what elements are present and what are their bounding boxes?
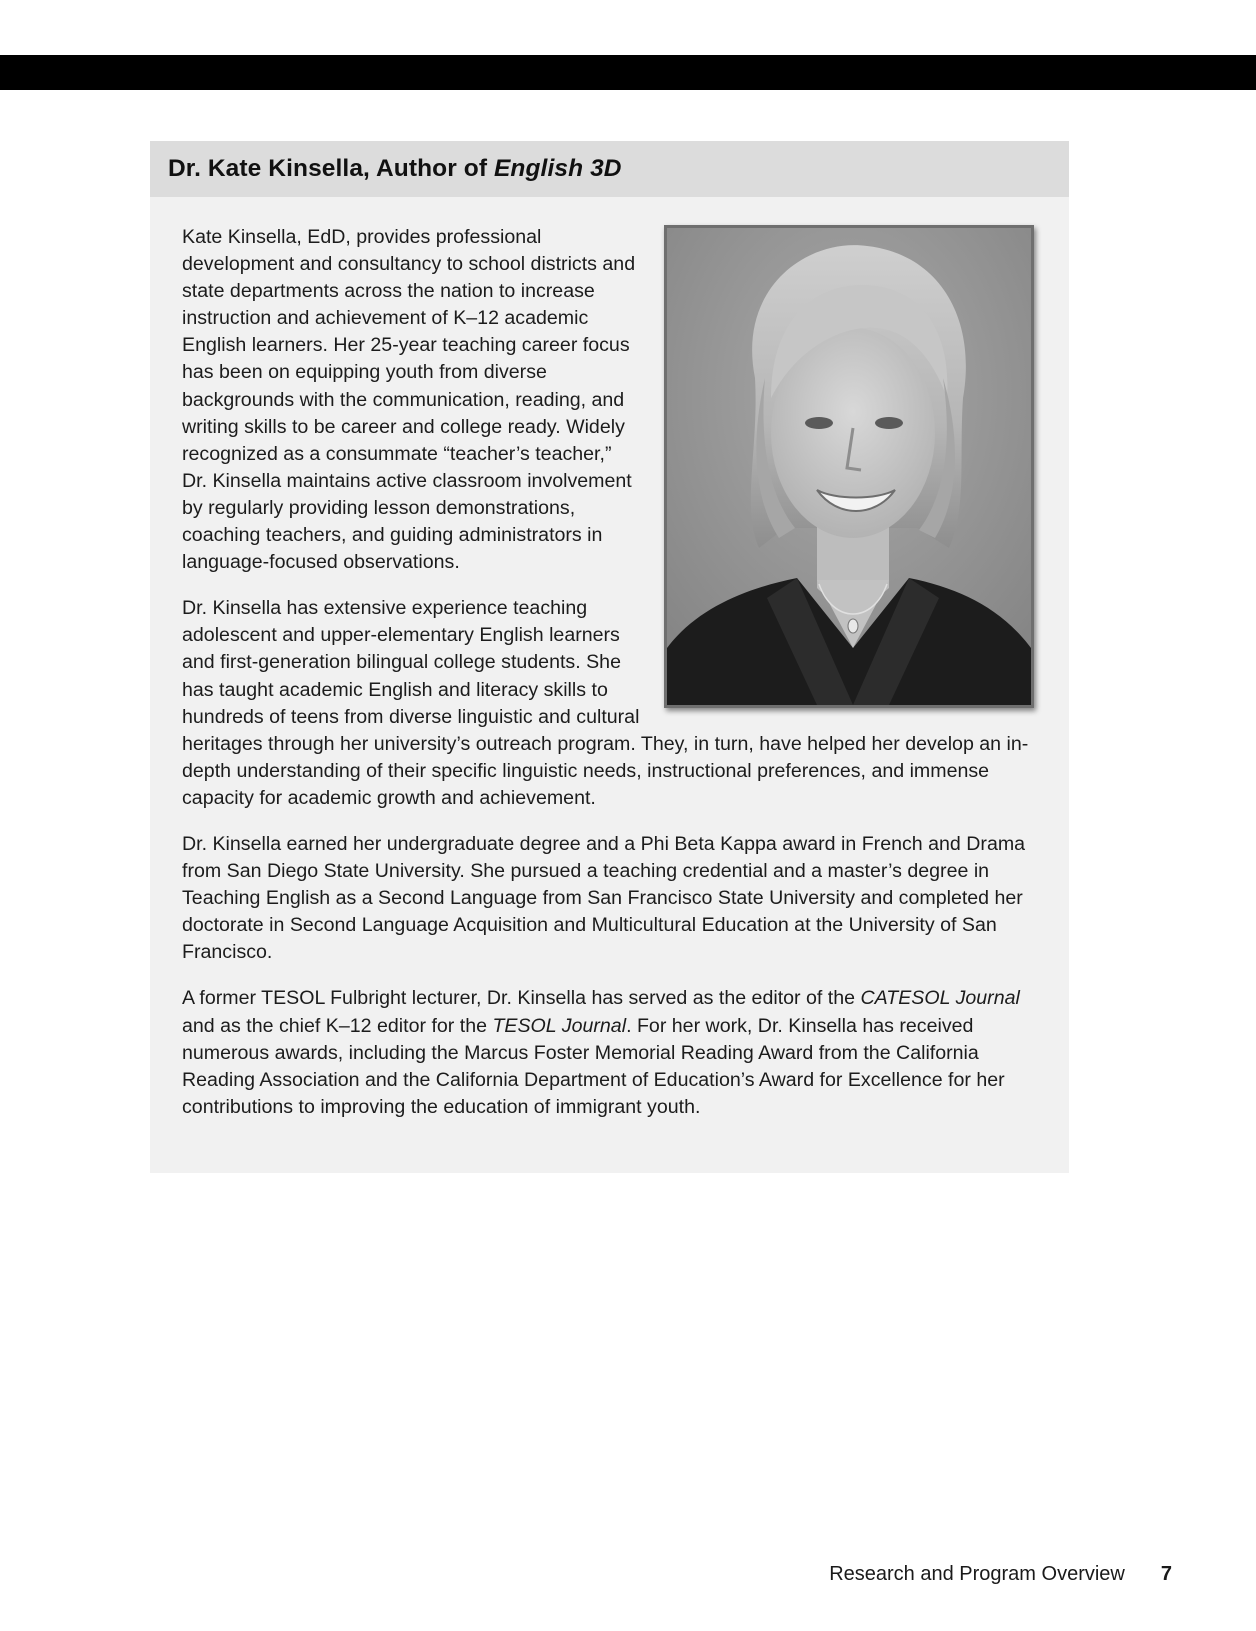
bio-paragraph-4-part3: . For her work, Dr. Kinsella has received numerous awards, including the Marcus Foster Memorial Reading Award from the California Reading Association and the California Department of Education’s Award for Excellence for her contributions to improving the education of immigrant youth. xyxy=(182,1014,1005,1118)
catesol-journal-title: CATESOL Journal xyxy=(860,987,1020,1010)
bio-paragraph-1: Kate Kinsella, EdD, provides professional development and consultancy to school districts and state departments across the nation to increase instruction and achievement of K–12 academic English learners. Her 25-year teaching career focus has been on equipping youth from diverse backgrounds with the communication, reading, and writing skills to be career and college ready. Widely recognized as a consummate “teacher’s teacher,” Dr. Kinsella maintains active classroom involvement by regularly providing lesson demonstrations, coaching teachers, and guiding administrators in language-focused observations. xyxy=(182,226,636,574)
tesol-journal-title: TESOL Journal xyxy=(492,1014,627,1037)
bio-paragraph-2: Dr. Kinsella has extensive experience teaching adolescent and upper-elementary English learners and first-generation bilingual college students. She has taught academic English and literacy skills to hundreds of teens from diverse linguistic and cultural heritages through her university’s outreach program. They, in turn, have helped her develop an in-depth understanding of their specific linguistic needs, instructional preferences, and immense capacity for academic growth and achievement. xyxy=(182,597,1029,809)
bio-paragraph-4-part2: and as the chief K–12 editor for the xyxy=(182,1014,493,1037)
bio-title-prefix: Dr. Kate Kinsella, Author of xyxy=(168,155,494,182)
page-footer xyxy=(829,1563,1172,1586)
author-photo xyxy=(664,225,1034,708)
author-portrait-image xyxy=(667,228,1031,705)
bio-paragraph-3: Dr. Kinsella earned her undergraduate degree and a Phi Beta Kappa award in French and Drama from San Diego State University. She pursued a teaching credential and a master’s degree in Teaching English as a Second Language from San Francisco State University and completed her doctorate in Second Language Acquisition and Multicultural Education at the University of San Francisco. xyxy=(182,832,1026,964)
bio-body xyxy=(150,197,1069,1121)
bio-title-book: English 3D xyxy=(493,155,622,182)
bio-paragraph-4-part1: A former TESOL Fulbright lecturer, Dr. Kinsella has served as the editor of the xyxy=(182,987,861,1010)
bio-paragraph-4 xyxy=(182,985,1035,1120)
page-number: 7 xyxy=(1160,1563,1172,1585)
bio-title xyxy=(168,155,622,183)
author-bio-box xyxy=(150,141,1069,1173)
top-header-bar xyxy=(0,55,1256,90)
footer-section-title: Research and Program Overview xyxy=(829,1563,1125,1585)
bio-header xyxy=(150,141,1069,197)
